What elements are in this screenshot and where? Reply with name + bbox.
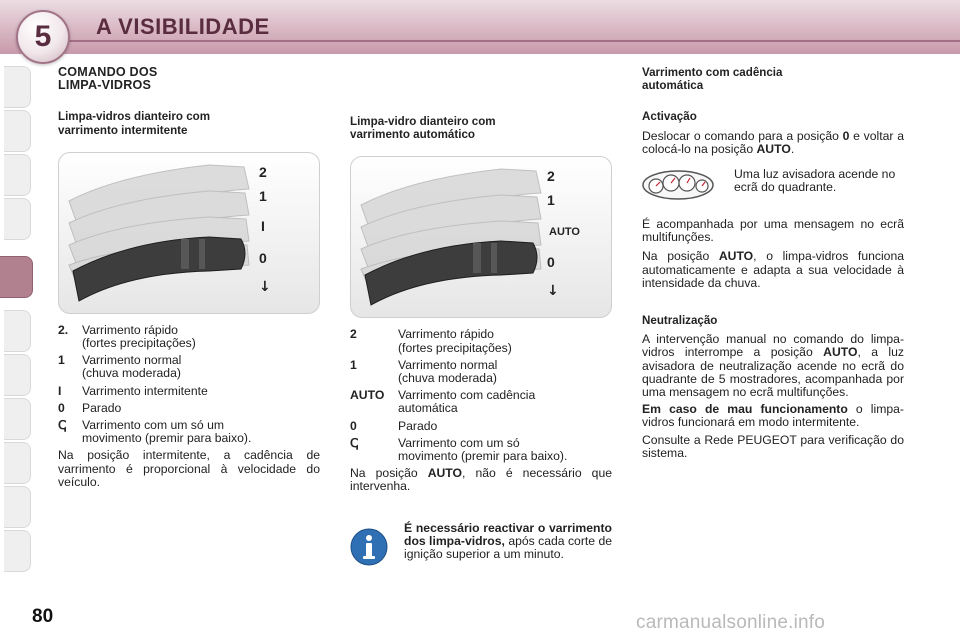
column-auto-cadence: [642, 66, 904, 460]
legend-row: ↅ Varrimento com um só um movimento (premir para baixo).: [58, 418, 252, 446]
neutralization-text: A intervenção manual no comando do limpa-vidros interrompe a posição AUTO, a luz avisadora de neutralização acende no ecrã do quadrante de 5 mostradores, acompanhada por uma mensagem no ecrã multifunções.: [642, 332, 904, 400]
legend-row: ↅ Varrimento com um só movimento (premir para baixo).: [350, 435, 568, 464]
chapter-tab-10[interactable]: [4, 486, 31, 528]
subtitle-intermittent: Limpa-vidros dianteiro com varrimento intermitente: [58, 110, 211, 137]
stalk-label-down-arrow: ↓: [547, 283, 559, 300]
chapter-tab-8[interactable]: [4, 398, 31, 440]
wiper-stalk-drawing: [351, 157, 611, 317]
chapter-tab-7[interactable]: [4, 354, 31, 396]
chapter-tab-11[interactable]: [4, 530, 31, 572]
page-number: 80: [32, 606, 54, 627]
message-text: É acompanhada por uma mensagem no ecrã multifunções.: [642, 217, 904, 245]
info-text: É necessário reactivar o varrimento dos limpa-vidros, após cada corte de ignição superior a um minuto.: [404, 520, 612, 562]
neutralization-heading: Neutralização: [642, 314, 718, 328]
section-title: COMANDO DOS LIMPA-VIDROS: [58, 65, 158, 93]
chapter-tab-1[interactable]: [4, 66, 31, 108]
column-automatic: [350, 66, 612, 566]
info-box: [350, 522, 612, 566]
single-wipe-symbol: ↅ: [350, 435, 359, 450]
single-wipe-symbol: ↅ: [58, 418, 67, 433]
auto-note: Na posição AUTO, não é necessário que intervenha.: [350, 466, 612, 494]
legend-row: 1 Varrimento normal (chuva moderada): [58, 353, 182, 381]
stalk-label-down-arrow: ↓: [259, 278, 271, 295]
column-intermittent: [58, 66, 320, 489]
intermittent-note: Na posição intermitente, a cadência de varrimento é proporcional à velocidade do veículo.: [58, 448, 320, 489]
legend-row: 2 Varrimento rápido (fortes precipitações): [350, 327, 512, 355]
watermark: carmanualsonline.info: [636, 612, 826, 633]
auto-function-text: Na posição AUTO, o limpa-vidros funciona automaticamente e adapta a sua velocidade à intensidade da chuva.: [642, 249, 905, 290]
legend-list-automatic: [350, 328, 612, 463]
stalk-label-auto: AUTO: [549, 226, 580, 239]
instrument-cluster-icon: [642, 170, 714, 200]
header-rule: [60, 40, 960, 42]
activation-text: Deslocar o comando para a posição 0 e voltar a colocá-lo na posição AUTO.: [642, 128, 904, 156]
stalk-label-intermittent: I: [261, 217, 265, 234]
chapter-tab-6[interactable]: [4, 310, 31, 352]
wiper-stalk-drawing: [59, 153, 319, 313]
legend-row: AUTO Varrimento com cadência automática: [350, 388, 536, 416]
subtitle-automatic: Limpa-vidro dianteiro com varrimento automático: [350, 115, 496, 142]
section-title-auto-cadence: Varrimento com cadência automática: [642, 66, 783, 93]
chapter-tab-9[interactable]: [4, 442, 31, 484]
legend-row: 2. Varrimento rápido (fortes precipitações): [58, 322, 196, 351]
stalk-label-0: 0: [547, 254, 555, 271]
instrument-panel-row: [642, 168, 904, 200]
chapter-tab-5-active[interactable]: [0, 256, 33, 298]
info-icon: [350, 528, 388, 566]
chapter-tabs: [0, 66, 34, 576]
wiper-stalk-illustration-intermittent: [58, 152, 320, 314]
stalk-label-1: 1: [259, 187, 267, 204]
chapter-number-badge: 5: [16, 10, 70, 64]
stalk-label-0: 0: [259, 249, 267, 266]
legend-list-intermittent: [58, 324, 320, 446]
wiper-stalk-illustration-automatic: [350, 156, 612, 318]
legend-row: I Varrimento intermitente: [58, 383, 208, 398]
consult-text: Consulte a Rede PEUGEOT para verificação do sistema.: [642, 432, 904, 460]
activation-heading: Activação: [642, 110, 697, 124]
page-title: A VISIBILIDADE: [96, 14, 270, 39]
malfunction-text: Em caso de mau funcionamento o limpa-vidros funcionará em modo intermitente.: [642, 402, 904, 430]
stalk-label-2: 2: [259, 163, 267, 180]
legend-row: 0 Parado: [58, 400, 122, 415]
stalk-label-1: 1: [547, 192, 555, 209]
chapter-tab-3[interactable]: [4, 154, 31, 196]
legend-row: 1 Varrimento normal (chuva moderada): [350, 357, 498, 386]
stalk-label-2: 2: [547, 168, 555, 185]
warning-lamp-text: Uma luz avisadora acende no ecrã do quadrante.: [734, 167, 896, 195]
chapter-tab-2[interactable]: [4, 110, 31, 152]
chapter-tab-4[interactable]: [4, 198, 31, 240]
legend-row: 0 Parado: [350, 418, 438, 433]
